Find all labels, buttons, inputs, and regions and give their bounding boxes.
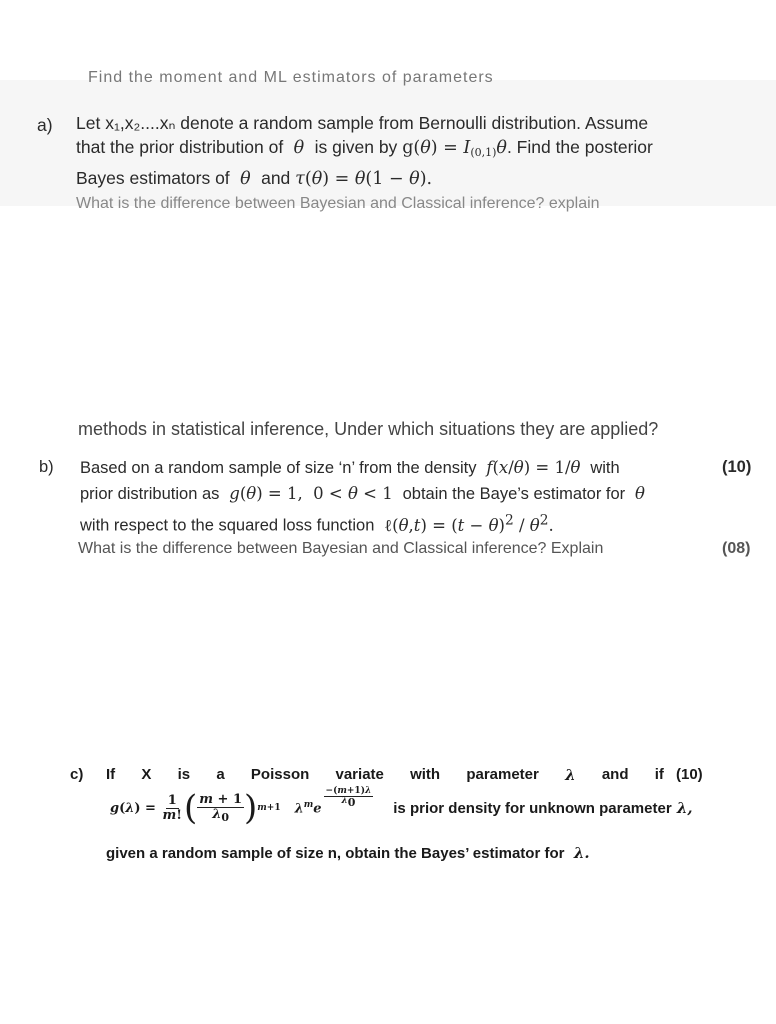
- prior-uniform-formula: g(θ) = 1, 0 < θ < 1: [229, 484, 398, 503]
- question-b-label: b): [39, 458, 54, 476]
- prior-gamma-formula: g(λ) = $\frac{1}{m!}$ ( $\frac{m + 1}{\lambda_0}$ ) m+1 $\lambda^me$ $\frac{-(m+1)\lambda}{\lambda_0}$: [110, 786, 372, 828]
- question-a-label: a): [37, 115, 53, 135]
- question-a-cut-bottom-text: What is the difference between Bayesian and Classical inference? explain: [76, 195, 600, 212]
- question-c-marks: (10): [676, 766, 703, 783]
- question-c-line-2: g(λ) = $\frac{1}{m!}$ ( $\frac{m + 1}{\lambda_0}$ ) m+1 $\lambda^me$ $\frac{-(m+1)\lambda}{\lambda_0}$ is prior density for unknown parameter λ,: [110, 786, 693, 828]
- question-b-line-3: with respect to the squared loss function ℓ(θ,t) = $(t - \theta)^2 / \theta^2$.: [80, 512, 554, 535]
- density-formula: f(x/θ) = 1/θ: [486, 458, 581, 477]
- prior-g-theta-formula: $g(\theta) = I_{(0,1)}\theta$: [402, 138, 507, 159]
- question-b-line-2: prior distribution as g(θ) = 1, 0 < θ < 1 obtain the Baye’s estimator for θ: [80, 484, 645, 503]
- question-a-strip: [0, 69, 776, 212]
- question-b-strip: [0, 419, 776, 557]
- question-a-line-3: Bayes estimators of θ and τ(θ) = θ(1 − θ).: [76, 168, 433, 189]
- tau-theta-formula: τ(θ) = θ(1 − θ).: [295, 169, 433, 189]
- question-b-marks: (10): [722, 458, 752, 476]
- question-c-strip: [0, 758, 776, 868]
- question-b-cut-bottom-text: What is the difference between Bayesian and Classical inference? Explain (08): [78, 540, 751, 557]
- question-c-line-1: If X is a Poisson variate with parameter λ and if: [106, 766, 664, 784]
- loss-function-formula: ℓ(θ,t) = $(t - \theta)^2 / \theta^2$.: [379, 512, 554, 535]
- question-a-line-1: Let x₁,x₂....xₙ denote a random sample from Bernoulli distribution. Assume: [76, 113, 649, 133]
- question-b-cut-top-text: methods in statistical inference, Under which situations they are applied?: [78, 419, 659, 439]
- question-b-line-1: Based on a random sample of size ‘n’ from the density f(x/θ) = 1/θ with: [80, 458, 620, 477]
- question-a-line-2: that the prior distribution of θ is given by $g(\theta) = I_{(0,1)}\theta$. Find the posterior: [76, 137, 653, 159]
- question-c-line-3: given a random sample of size n, obtain the Bayes’ estimator for λ.: [106, 844, 590, 862]
- question-a-cut-top-text: Find the moment and ML estimators of parameters: [88, 69, 494, 86]
- question-c-label: c): [70, 766, 84, 783]
